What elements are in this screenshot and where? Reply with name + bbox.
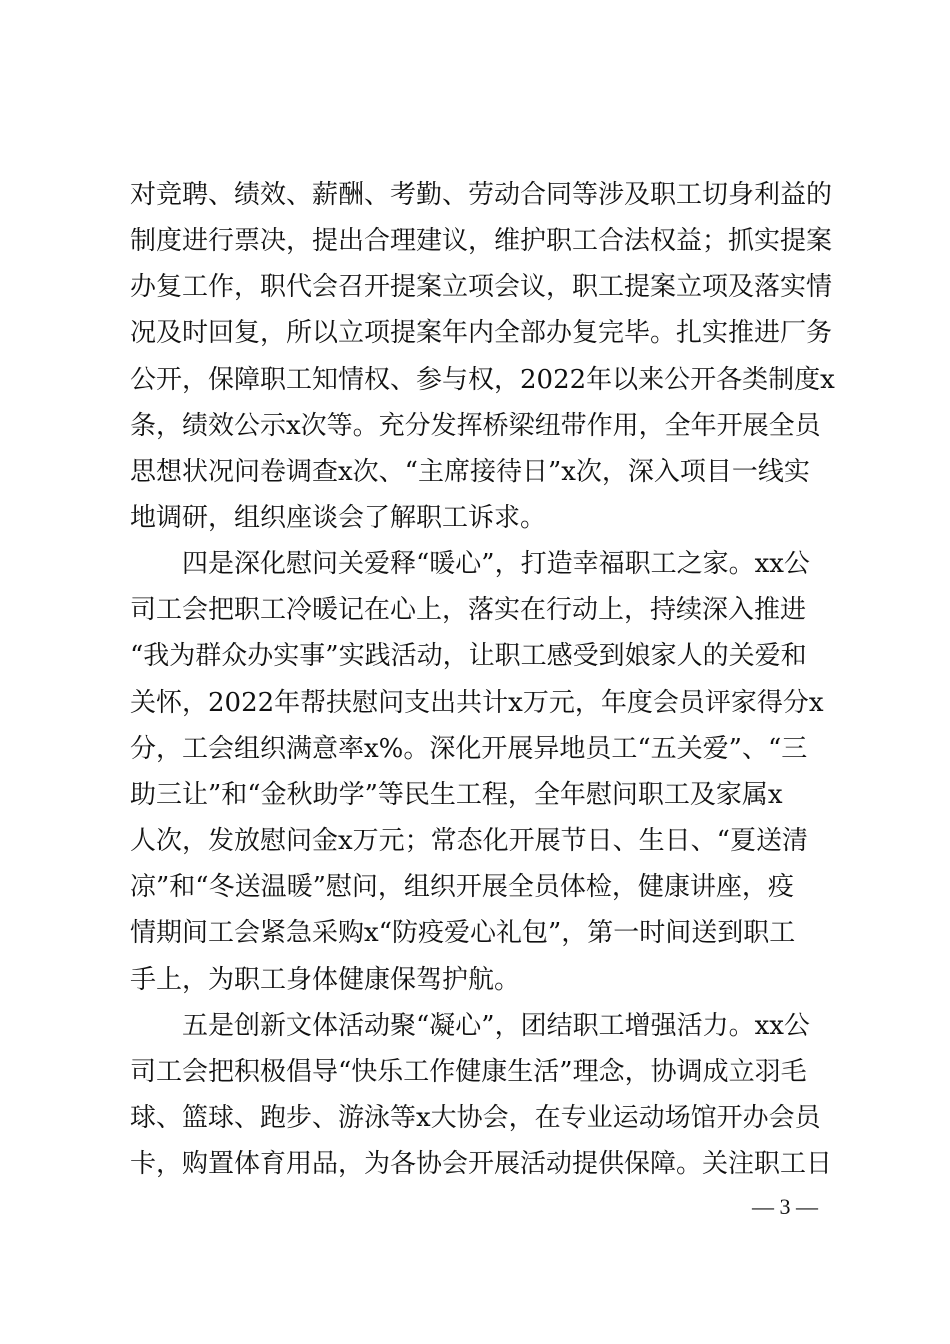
text-line: 分，工会组织满意率x%。深化开展异地员工“五关爱”、“三 <box>130 734 808 764</box>
paragraph-heading-line: 五是创新文体活动聚“凝心”，团结职工增强活力。xx公 <box>182 1011 810 1041</box>
text-line: “我为群众办实事”实践活动，让职工感受到娘家人的关爱和 <box>130 641 807 671</box>
text-line: 条，绩效公示x次等。充分发挥桥梁纽带作用，全年开展全员 <box>130 411 821 441</box>
text-line: 球、篮球、跑步、游泳等x大协会，在专业运动场馆开办会员 <box>130 1103 821 1133</box>
text-line: 卡，购置体育用品，为各协会开展活动提供保障。关注职工日 <box>130 1149 833 1179</box>
text-line: 况及时回复，所以立项提案年内全部办复完毕。扎实推进厂务 <box>130 318 833 348</box>
text-line: 助三让”和“金秋助学”等民生工程，全年慰问职工及家属x <box>130 780 783 810</box>
text-line: 司工会把积极倡导“快乐工作健康生活”理念，协调成立羽毛 <box>130 1057 807 1087</box>
text-line: 情期间工会紧急采购x“防疫爱心礼包”，第一时间送到职工 <box>130 918 796 948</box>
page-number: — 3 — <box>752 1194 818 1219</box>
text-line: 凉”和“冬送温暖”慰问，组织开展全员体检，健康讲座，疫 <box>130 872 794 902</box>
text-line: 办复工作，职代会召开提案立项会议，职工提案立项及落实情 <box>130 272 833 302</box>
text-line: 对竞聘、绩效、薪酬、考勤、劳动合同等涉及职工切身利益的 <box>130 180 833 210</box>
text-line: 思想状况问卷调查x次、“主席接待日”x次，深入项目一线实 <box>130 457 810 487</box>
text-line: 地调研，组织座谈会了解职工诉求。 <box>130 503 547 533</box>
text-line: 司工会把职工冷暖记在心上，落实在行动上，持续深入推进 <box>130 595 807 625</box>
text-line: 制度进行票决，提出合理建议，维护职工合法权益；抓实提案 <box>130 226 833 256</box>
text-line: 人次，发放慰问金x万元；常态化开展节日、生日、“夏送清 <box>130 826 808 856</box>
text-line: 手上，为职工身体健康保驾护航。 <box>130 965 521 995</box>
paragraph-heading-line: 四是深化慰问关爱释“暖心”，打造幸福职工之家。xx公 <box>182 549 810 579</box>
text-line: 公开，保障职工知情权、参与权，2022年以来公开各类制度x <box>130 365 835 395</box>
text-line: 关怀，2022年帮扶慰问支出共计x万元，年度会员评家得分x <box>130 688 824 718</box>
